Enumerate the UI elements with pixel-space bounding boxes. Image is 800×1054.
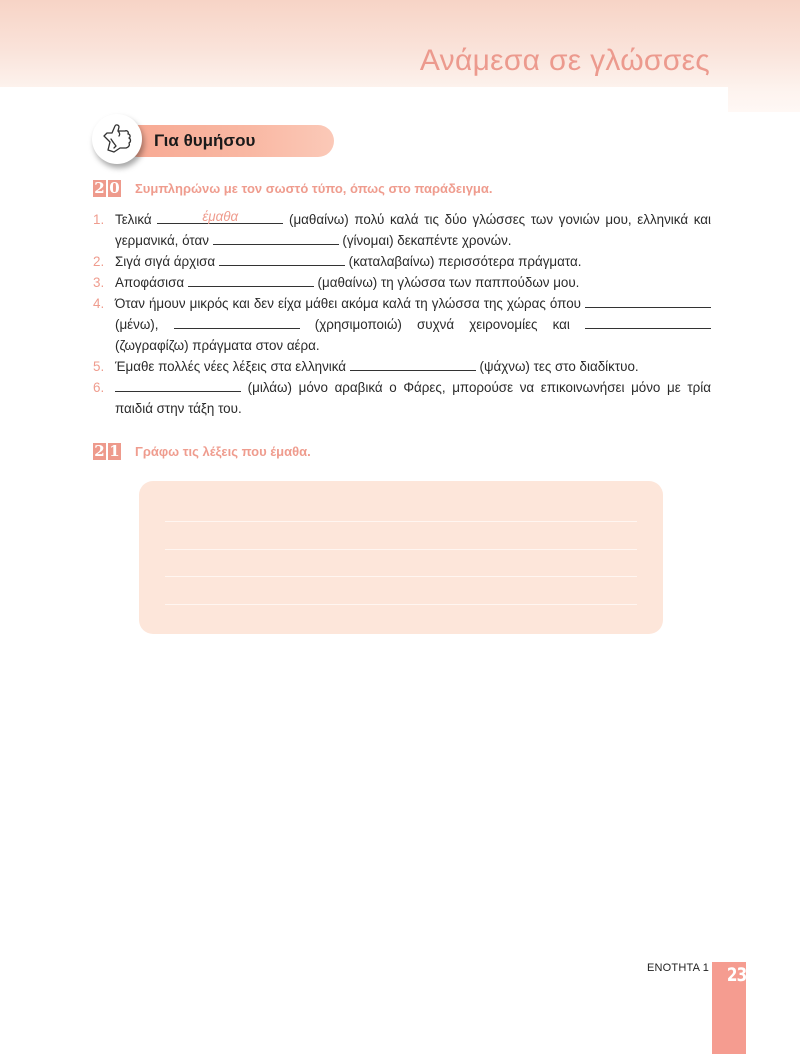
writing-line[interactable]: [165, 604, 637, 605]
item-text: [115, 293, 711, 356]
exercise-number-digit: 2: [94, 179, 105, 197]
exercise-item: [93, 272, 711, 293]
reminder-label: Για θυμήσου: [154, 131, 256, 150]
item-text: [115, 356, 711, 377]
fill-in-blank[interactable]: [585, 314, 711, 329]
writing-line[interactable]: [165, 576, 637, 577]
fill-in-blank[interactable]: [585, 293, 711, 308]
writing-line[interactable]: [165, 521, 637, 522]
exercise-item: [93, 356, 711, 377]
exercise-21-header: [93, 443, 311, 460]
sentence-fragment: (μιλάω) μόνο αραβικά ο Φάρες, μπορούσε να επικοινωνήσει μόνο με τρία παιδιά στην τάξη του.: [115, 380, 711, 416]
fill-in-blank[interactable]: [174, 314, 300, 329]
sentence-fragment: (χρησιμοποιώ) συχνά χειρονομίες και: [299, 317, 585, 332]
item-number: 2.: [93, 254, 105, 269]
sentence-fragment: (ζωγραφίζω) πράγματα στον αέρα.: [115, 338, 320, 353]
page-number-tab: [712, 962, 746, 1054]
chapter-title: Ανάμεσα σε γλώσσες: [419, 44, 710, 77]
sentence-fragment: Αποφάσισα: [115, 275, 188, 290]
exercise-item: [93, 209, 711, 251]
item-text: [115, 209, 711, 251]
sentence-fragment: Σιγά σιγά άρχισα: [115, 254, 219, 269]
fill-in-blank[interactable]: [350, 356, 476, 371]
exercise-item: [93, 377, 711, 419]
fill-in-blank[interactable]: [219, 251, 345, 266]
exercise-item: [93, 251, 711, 272]
writing-area[interactable]: [139, 481, 663, 634]
writing-line[interactable]: [165, 549, 637, 550]
exercise-number-badge: [93, 180, 121, 197]
exercise-20-header: [93, 180, 493, 197]
item-text: [115, 377, 711, 419]
fill-in-blank[interactable]: [115, 377, 241, 392]
item-number: 3.: [93, 275, 105, 290]
fill-in-blank[interactable]: [188, 272, 314, 287]
reminder-banner: [92, 114, 332, 164]
sentence-fragment: (γίνομαι) δεκαπέντε χρονών.: [338, 233, 512, 248]
exercise-item: [93, 293, 711, 356]
item-number: 4.: [93, 296, 105, 311]
sentence-fragment: (μαθαίνω) τη γλώσσα των παππούδων μου.: [313, 275, 580, 290]
sentence-fragment: Όταν ήμουν μικρός και δεν είχα μάθει ακόμα καλά τη γλώσσα της χώρας όπου: [115, 296, 585, 311]
fill-in-blank[interactable]: [157, 209, 283, 224]
header-band-divider: [0, 87, 728, 117]
sentence-fragment: Τελικά: [115, 212, 158, 227]
item-number: 5.: [93, 359, 105, 374]
sentence-fragment: Έμαθε πολλές νέες λέξεις στα ελληνικά: [115, 359, 350, 374]
sentence-fragment: (μαθαίνω) πολύ καλά τις δύο γλώσσες των γονιών μου, ελληνικά και γερμανικά, όταν: [115, 212, 711, 248]
sentence-fragment: (ψάχνω) τες στο διαδίκτυο.: [475, 359, 639, 374]
page-number: 23: [726, 964, 746, 986]
sentence-fragment: (μένω),: [115, 317, 174, 332]
unit-label: ΕΝΟΤΗΤΑ 1: [647, 962, 710, 974]
thumbs-up-hand-icon: [92, 114, 142, 164]
example-answer: έμαθα: [202, 209, 239, 224]
item-text: [115, 272, 711, 293]
exercise-number-digit: 0: [109, 179, 120, 197]
item-number: 6.: [93, 380, 105, 395]
item-text: [115, 251, 711, 272]
exercise-instruction: Συμπληρώνω με τον σωστό τύπο, όπως στο παράδειγμα.: [135, 181, 493, 196]
fill-in-blank[interactable]: [213, 230, 339, 245]
exercise-number-digit: 1: [109, 442, 120, 460]
exercise-number-badge: [93, 443, 121, 460]
exercise-number-digit: 2: [94, 442, 105, 460]
item-number: 1.: [93, 212, 105, 227]
sentence-fragment: (καταλαβαίνω) περισσότερα πράγματα.: [344, 254, 582, 269]
exercise-instruction: Γράφω τις λέξεις που έμαθα.: [135, 444, 311, 459]
exercise-20-list: [93, 209, 711, 419]
